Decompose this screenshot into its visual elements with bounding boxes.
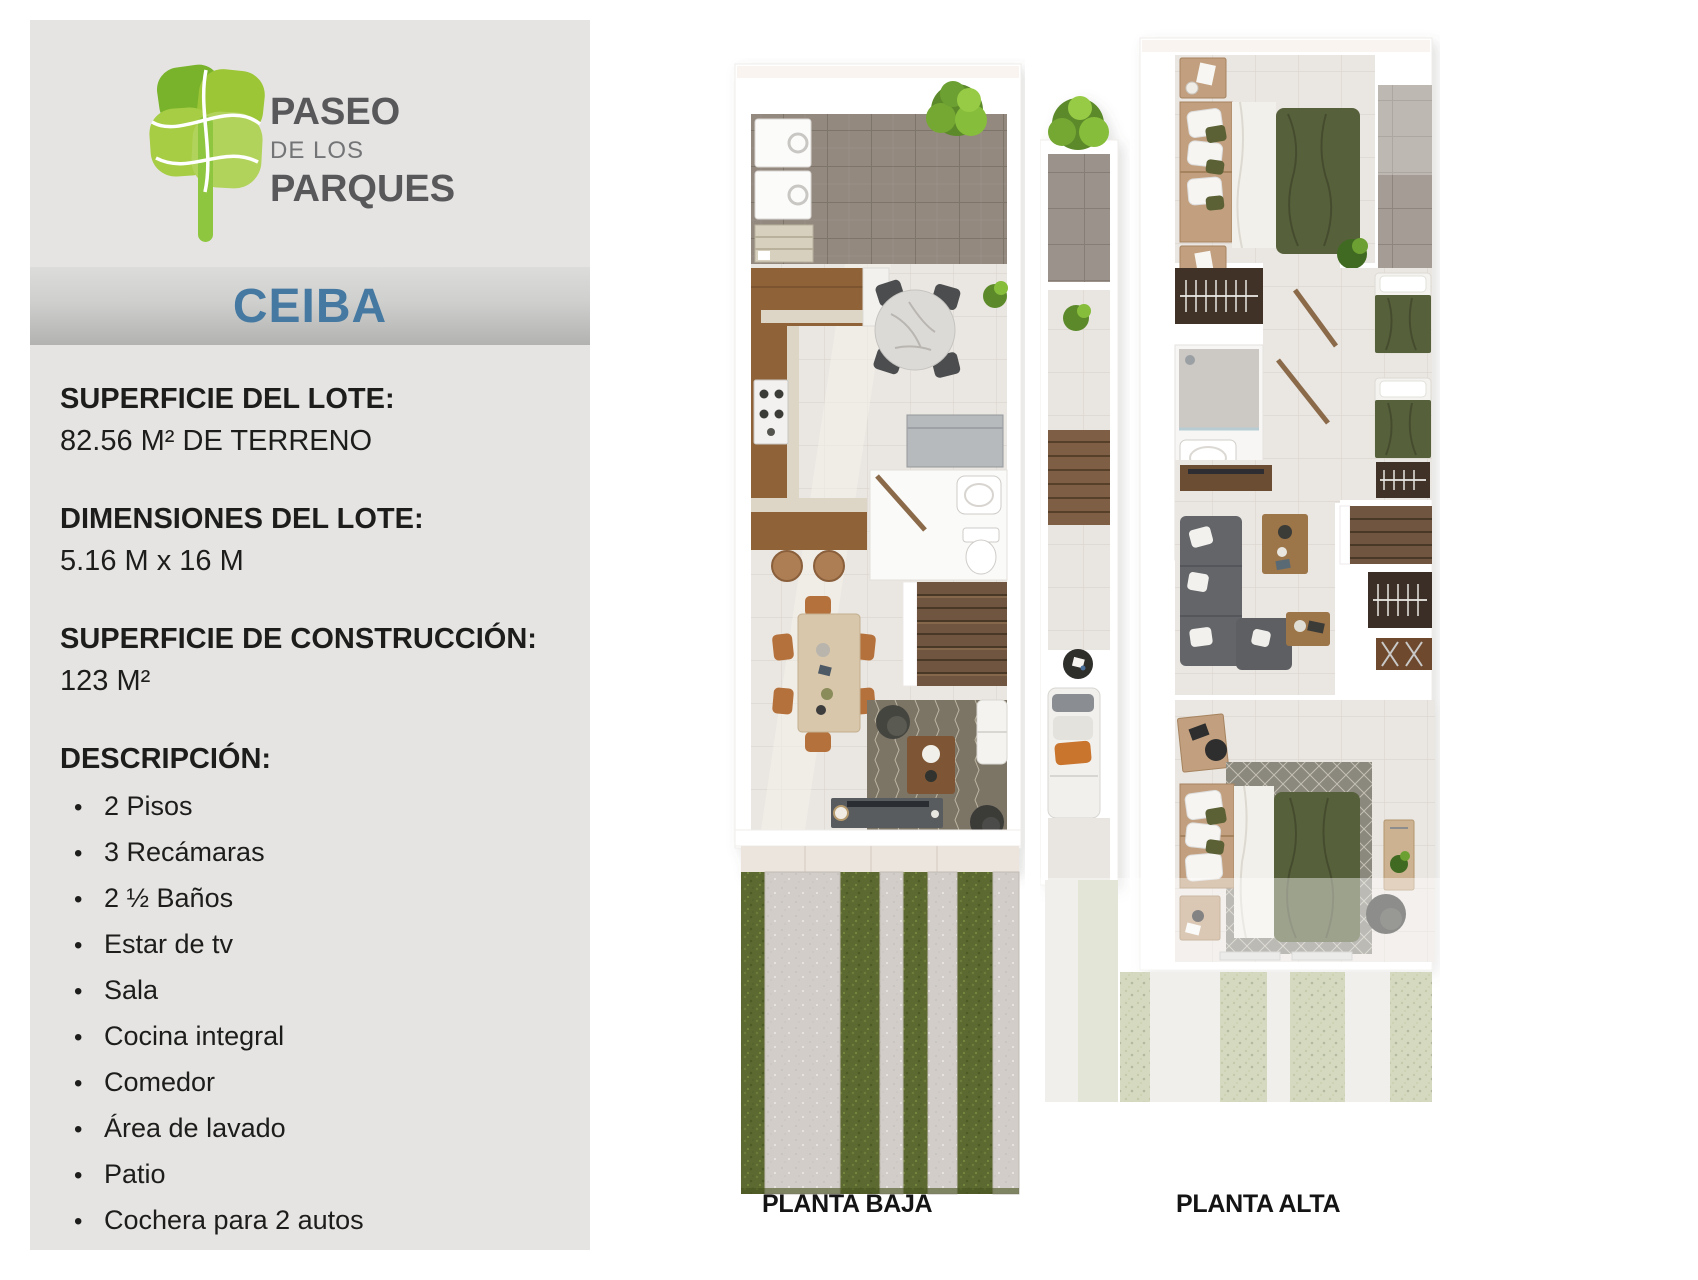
logo-text-de-los: DE LOS — [270, 137, 365, 164]
bed-queen — [1180, 102, 1360, 254]
porch — [741, 846, 1019, 872]
list-item — [60, 968, 570, 1014]
toilet-icon — [963, 528, 999, 574]
spec-value: 82.56 M² DE TERRENO — [60, 425, 373, 457]
bar-stool — [814, 551, 844, 581]
side-table — [1063, 649, 1093, 679]
page-title: CEIBA — [232, 279, 388, 333]
list-item-label: Comedor — [104, 1067, 216, 1097]
bullet-dot: • — [74, 1024, 83, 1051]
list-item-label: Área de lavado — [104, 1113, 286, 1143]
sink-icon — [957, 476, 1001, 514]
front-lawn — [741, 872, 1019, 1194]
bullet-dot: • — [74, 1116, 83, 1143]
list-item — [60, 1106, 570, 1152]
description-title: DESCRIPCIÓN: — [60, 743, 272, 775]
powder-room — [870, 470, 1007, 580]
spec-label: SUPERFICIE DE CONSTRUCCIÓN: — [60, 623, 537, 655]
coffee-table — [1262, 514, 1308, 574]
list-item — [60, 1198, 570, 1244]
logo-text-parques: PARQUES — [270, 168, 456, 210]
laundry-shelf — [755, 225, 813, 262]
coffee-table — [907, 736, 955, 794]
bed-twin — [1375, 378, 1431, 458]
bullet-dot: • — [74, 794, 83, 821]
list-item — [60, 1060, 570, 1106]
washer-icon — [755, 119, 811, 167]
dryer-icon — [755, 171, 811, 219]
bedroom-1 — [1175, 55, 1375, 288]
dining-chair — [772, 687, 794, 715]
description-list — [60, 784, 570, 1244]
title-banner — [30, 267, 590, 345]
bullet-dot: • — [74, 1070, 83, 1097]
dining-chair — [805, 732, 831, 752]
list-item — [60, 784, 570, 830]
brand-logo — [148, 58, 508, 258]
list-item-label: Estar de tv — [104, 929, 234, 959]
spec-lot-surface — [60, 378, 570, 462]
dining-chair — [805, 596, 831, 616]
tree-icon — [148, 62, 267, 242]
floorplan-planta-alta — [1040, 28, 1440, 1108]
spec-label: SUPERFICIE DEL LOTE: — [60, 383, 395, 415]
stove-icon — [754, 380, 788, 444]
spec-value: 123 M² — [60, 665, 151, 697]
stairs — [1340, 506, 1432, 564]
dining-chair — [772, 633, 795, 661]
floorplan-planta-baja — [695, 58, 1025, 1198]
spec-construction-surface — [60, 618, 570, 702]
list-item — [60, 876, 570, 922]
list-item-label: 3 Recámaras — [104, 837, 265, 867]
terrace — [1378, 85, 1432, 281]
bar-stool — [772, 551, 802, 581]
logo-text-paseo: PASEO — [270, 91, 401, 133]
info-panel — [30, 20, 590, 1250]
bullet-dot: • — [74, 978, 83, 1005]
list-item-label: Cochera para 2 autos — [104, 1205, 364, 1235]
list-item — [60, 1152, 570, 1198]
appliance-box — [907, 415, 1003, 467]
faded-lawn — [1040, 878, 1440, 1108]
front-wall — [735, 830, 1021, 846]
specs-block — [60, 378, 570, 1244]
bullet-dot: • — [74, 1208, 83, 1235]
tv-room — [1175, 460, 1335, 695]
closet — [1175, 268, 1263, 324]
dresser — [1376, 638, 1432, 670]
building-ground-floor — [735, 64, 1021, 872]
plan-label-planta-baja: PLANTA BAJA — [762, 1190, 933, 1218]
spec-value: 5.16 M x 16 M — [60, 545, 244, 577]
plan-label-planta-alta: PLANTA ALTA — [1176, 1190, 1341, 1218]
bullet-dot: • — [74, 886, 83, 913]
tv-console — [831, 798, 943, 828]
desk — [1177, 714, 1228, 773]
side-table — [1286, 612, 1330, 646]
chaise — [1048, 688, 1100, 818]
list-item — [60, 922, 570, 968]
list-item-label: Patio — [104, 1159, 166, 1189]
spec-label: DIMENSIONES DEL LOTE: — [60, 503, 424, 535]
list-item-label: Sala — [104, 975, 159, 1005]
bullet-dot: • — [74, 1162, 83, 1189]
list-item — [60, 1014, 570, 1060]
list-item — [60, 830, 570, 876]
stairs — [903, 582, 1007, 686]
closet — [1368, 572, 1432, 628]
list-item-label: 2 ½ Baños — [104, 883, 234, 913]
building-upper-floor — [1140, 38, 1435, 970]
list-item-label: 2 Pisos — [104, 791, 193, 821]
plant-icon — [1048, 96, 1109, 150]
stairwell-wood — [1048, 430, 1110, 525]
closet — [1376, 462, 1430, 498]
bed-twin — [1375, 273, 1431, 353]
tv-console — [1180, 465, 1272, 491]
list-item-label: Cocina integral — [104, 1021, 285, 1051]
bullet-dot: • — [74, 840, 83, 867]
bullet-dot: • — [74, 932, 83, 959]
left-wing — [1040, 96, 1118, 885]
spec-lot-dimensions — [60, 498, 570, 582]
bedroom-2 — [1340, 268, 1432, 500]
